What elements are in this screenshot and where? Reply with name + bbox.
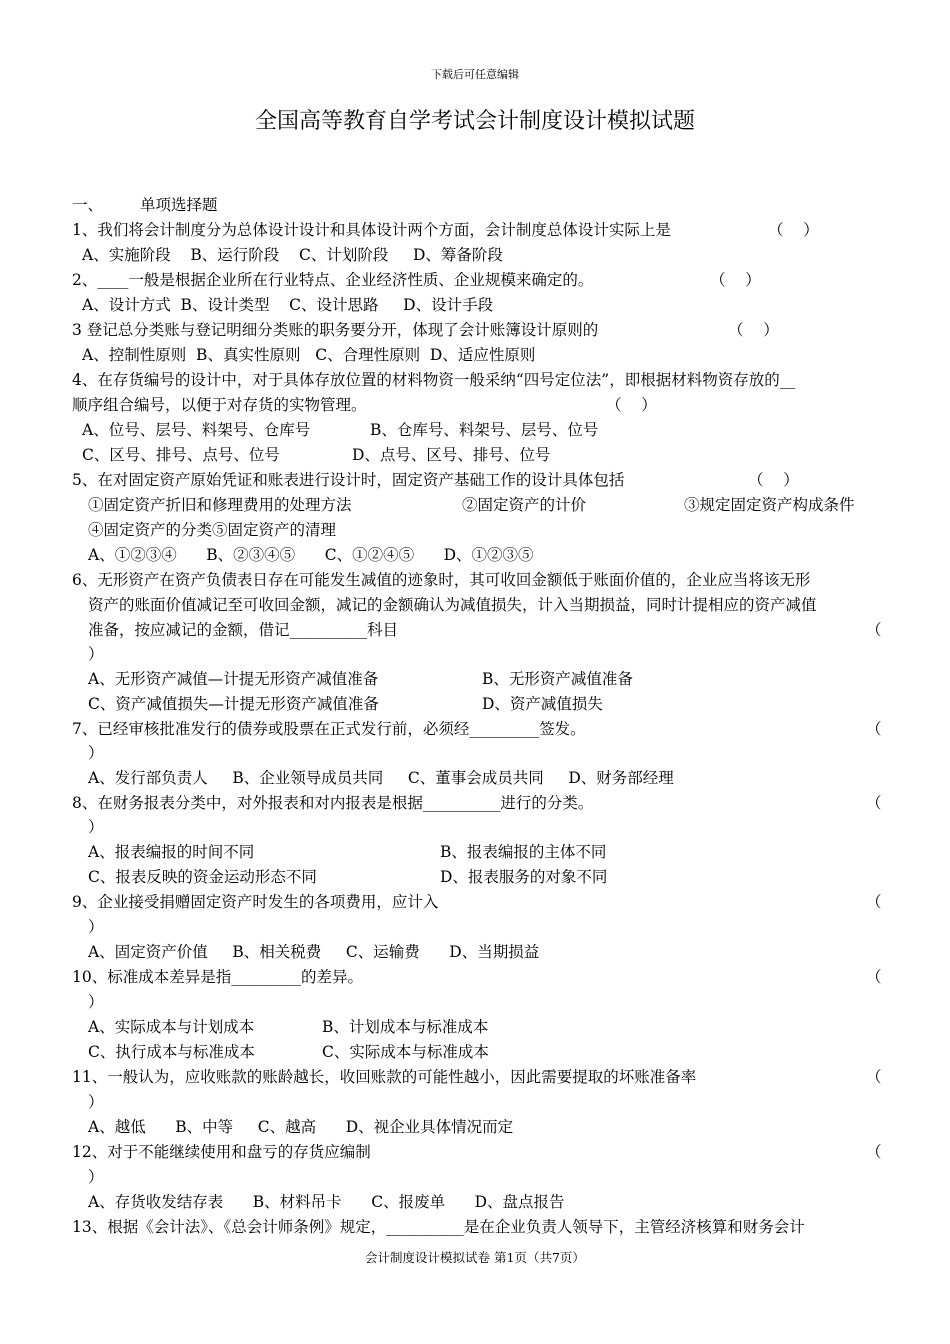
text-line: 准备，按应减记的金额，借记__________科目 <box>88 621 399 639</box>
text-line: （ ） <box>606 396 657 414</box>
text-line: B、计划成本与标准成本 <box>322 1018 489 1036</box>
text-line: C、资产减值损失—计提无形资产减值准备 <box>88 695 379 713</box>
text-line: （ <box>866 1143 882 1161</box>
text-line: （ ） <box>768 221 819 239</box>
text-line: 12、对于不能继续使用和盘亏的存货应编制 <box>72 1143 371 1161</box>
text-line: 4、在存货编号的设计中，对于具体存放位置的材料物资一般采纳“四号定位法”，即根据材料物资存放的__ <box>72 371 796 389</box>
text-line: A、发行部负责人 B、企业领导成员共同 C、董事会成员共同 D、财务部经理 <box>88 769 674 787</box>
text-line: C、区号、排号、点号、位号 <box>82 446 280 464</box>
text-line: B、仓库号、料架号、层号、位号 <box>370 421 599 439</box>
text-line: （ <box>866 621 882 639</box>
text-line: A、无形资产减值—计提无形资产减值准备 <box>88 670 379 688</box>
text-line: 一、 <box>72 196 104 214</box>
text-line: ） <box>88 993 104 1011</box>
text-line: A、报表编报的时间不同 <box>88 843 255 861</box>
text-line: 5、在对固定资产原始凭证和账表进行设计时，固定资产基础工作的设计具体包括 <box>72 471 625 489</box>
text-line: （ <box>866 1068 882 1086</box>
text-line: 9、企业接受捐赠固定资产时发生的各项费用，应计入 <box>72 893 439 911</box>
text-line: A、设计方式 B、设计类型 C、设计思路 D、设计手段 <box>82 296 494 314</box>
text-line: ） <box>88 818 104 836</box>
text-line: （ ） <box>710 271 761 289</box>
text-line: 6、无形资产在资产负债表日存在可能发生减值的迹象时，其可收回金额低于账面价值的，企业应当将该无形 <box>72 571 811 589</box>
text-line: 2、____一般是根据企业所在行业特点、企业经济性质、企业规模来确定的。 <box>72 271 594 289</box>
text-line: B、无形资产减值准备 <box>482 670 633 688</box>
text-line: ） <box>88 1093 104 1111</box>
text-line: C、报表反映的资金运动形态不同 <box>88 868 317 886</box>
text-line: ②固定资产的计价 <box>462 496 587 514</box>
page-title: 全国高等教育自学考试会计制度设计模拟试题 <box>254 109 695 134</box>
text-line: ①固定资产折旧和修理费用的处理方法 <box>88 496 352 514</box>
text-line: 单项选择题 <box>140 196 218 214</box>
text-line: A、固定资产价值 B、相关税费 C、运输费 D、当期损益 <box>88 943 540 961</box>
text-line: B、报表编报的主体不同 <box>440 843 607 861</box>
text-line: A、①②③④ B、②③④⑤ C、①②④⑤ D、①②③⑤ <box>88 546 534 564</box>
text-line: D、报表服务的对象不同 <box>440 868 608 886</box>
text-line: 11、一般认为，应收账款的账龄越长，收回账款的可能性越小，因此需要提取的坏账准备率 <box>72 1068 697 1086</box>
text-line: ） <box>88 744 104 762</box>
text-line: 资产的账面价值减记至可收回金额，减记的金额确认为减值损失，计入当期损益，同时计提相应的资产减值 <box>88 596 817 614</box>
text-line: 10、标准成本差异是指_________的差异。 <box>72 968 363 986</box>
text-line: （ ） <box>728 321 779 339</box>
text-line: D、资产减值损失 <box>482 695 603 713</box>
text-line: （ ） <box>748 471 799 489</box>
text-line: 1、我们将会计制度分为总体设计设计和具体设计两个方面，会计制度总体设计实际上是 <box>72 221 671 239</box>
text-line: 13、根据《会计法》、《总会计师条例》规定，__________是在企业负责人领导下，主管经济核算和财务会计 <box>72 1218 805 1236</box>
text-line: ） <box>88 1168 104 1186</box>
text-line: ④固定资产的分类⑤固定资产的清理 <box>88 521 337 539</box>
text-line: 7、已经审核批准发行的债券或股票在正式发行前，必须经_________签发。 <box>72 720 586 738</box>
text-line: A、位号、层号、料架号、仓库号 <box>82 421 311 439</box>
text-line: A、存货收发结存表 B、材料吊卡 C、报废单 D、盘点报告 <box>88 1193 565 1211</box>
text-line: 8、在财务报表分类中，对外报表和对内报表是根据__________进行的分类。 <box>72 794 594 812</box>
text-line: 顺序组合编号，以便于对存货的实物管理。 <box>72 396 367 414</box>
page-footer: 会计制度设计模拟试卷 第1页（共7页） <box>365 1250 585 1265</box>
text-line: C、实际成本与标准成本 <box>322 1043 489 1061</box>
text-line: ③规定固定资产构成条件 <box>684 496 855 514</box>
text-line: （ <box>866 968 882 986</box>
text-line: （ <box>866 794 882 812</box>
text-line: A、实际成本与计划成本 <box>88 1018 255 1036</box>
text-line: ） <box>88 645 104 663</box>
text-line: D、点号、区号、排号、位号 <box>352 446 551 464</box>
text-line: A、越低 B、中等 C、越高 D、视企业具体情况而定 <box>88 1118 514 1136</box>
text-line: C、执行成本与标准成本 <box>88 1043 255 1061</box>
text-line: （ <box>866 720 882 738</box>
text-line: （ <box>866 893 882 911</box>
text-line: ） <box>88 918 104 936</box>
text-line: A、控制性原则 B、真实性原则 C、合理性原则 D、适应性原则 <box>82 346 536 364</box>
text-line: A、实施阶段 B、运行阶段 C、计划阶段 D、筹备阶段 <box>82 246 503 264</box>
header-note: 下载后可任意编辑 <box>431 68 519 81</box>
text-line: 3 登记总分类账与登记明细分类账的职务要分开，体现了会计账簿设计原则的 <box>72 321 599 339</box>
